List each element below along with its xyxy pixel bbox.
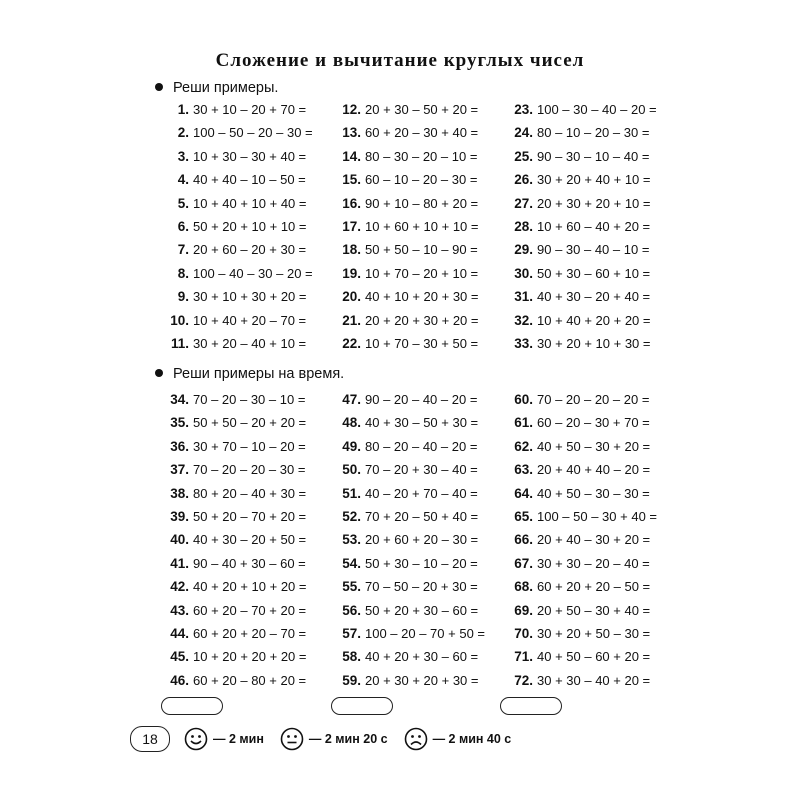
example-expression: 90 – 30 – 10 – 40 = [537, 148, 650, 164]
example-number: 67. [514, 555, 533, 571]
example-item [332, 285, 504, 308]
time-box-1[interactable] [161, 697, 223, 715]
example-number: 22. [342, 335, 361, 351]
example-item [160, 505, 332, 528]
example-expression: 20 + 60 + 20 – 30 = [365, 532, 479, 548]
example-number: 6. [177, 218, 189, 234]
example-item [332, 528, 504, 551]
example-item [160, 599, 332, 622]
example-expression: 60 + 20 + 20 – 50 = [537, 579, 651, 595]
example-item [332, 168, 504, 191]
example-item [160, 458, 332, 481]
example-item [332, 332, 504, 355]
example-number: 38. [170, 485, 189, 501]
example-number: 3. [177, 148, 189, 164]
example-expression: 20 + 20 + 30 + 20 = [365, 312, 479, 328]
example-number: 35. [170, 415, 189, 431]
smiley-face-icon [184, 727, 208, 751]
example-number: 64. [514, 485, 533, 501]
example-number: 39. [170, 508, 189, 524]
example-item [504, 285, 676, 308]
example-expression: 50 + 50 – 20 + 20 = [193, 415, 307, 431]
example-item [332, 645, 504, 668]
example-item [504, 669, 676, 692]
example-item [504, 98, 676, 121]
example-number: 19. [342, 265, 361, 281]
example-number: 14. [342, 148, 361, 164]
example-number: 15. [342, 172, 361, 188]
example-item [160, 262, 332, 285]
example-number: 56. [342, 602, 361, 618]
example-expression: 40 + 30 – 50 + 30 = [365, 415, 479, 431]
example-number: 54. [342, 555, 361, 571]
example-number: 28. [514, 218, 533, 234]
time-box-3[interactable] [500, 697, 562, 715]
example-expression: 60 + 20 + 20 – 70 = [193, 625, 307, 641]
example-number: 25. [514, 148, 533, 164]
example-item [332, 575, 504, 598]
example-number: 32. [514, 312, 533, 328]
example-number: 26. [514, 172, 533, 188]
example-expression: 40 + 50 – 30 – 30 = [537, 485, 650, 501]
example-number: 29. [514, 242, 533, 258]
example-expression: 10 + 70 – 20 + 10 = [365, 265, 479, 281]
example-item [160, 435, 332, 458]
sad-face-icon [404, 727, 428, 751]
example-expression: 30 + 20 + 40 + 10 = [537, 172, 651, 188]
example-expression: 40 + 20 + 30 – 60 = [365, 649, 479, 665]
example-number: 16. [342, 195, 361, 211]
example-expression: 10 + 60 – 40 + 20 = [537, 218, 651, 234]
example-item [504, 622, 676, 645]
example-number: 62. [514, 438, 533, 454]
example-expression: 70 + 20 – 50 + 40 = [365, 508, 479, 524]
example-number: 11. [170, 335, 189, 351]
example-item [332, 458, 504, 481]
example-number: 36. [170, 438, 189, 454]
instruction-1 [155, 78, 278, 98]
example-expression: 80 – 20 – 40 – 20 = [365, 438, 478, 454]
example-item [160, 552, 332, 575]
example-expression: 20 + 30 + 20 + 10 = [537, 195, 651, 211]
example-expression: 30 + 30 – 20 – 40 = [537, 555, 650, 571]
example-expression: 90 – 20 – 40 – 20 = [365, 392, 478, 407]
example-item [332, 669, 504, 692]
example-item [504, 215, 676, 238]
example-item [504, 528, 676, 551]
example-number: 30. [514, 265, 533, 281]
example-expression: 90 – 30 – 40 – 10 = [537, 242, 650, 258]
example-expression: 40 + 30 – 20 + 40 = [537, 289, 651, 305]
example-item [332, 309, 504, 332]
example-number: 60. [514, 392, 533, 407]
example-expression: 80 – 10 – 20 – 30 = [537, 125, 650, 141]
example-number: 51. [342, 485, 361, 501]
example-expression: 70 – 20 – 20 – 30 = [193, 462, 306, 478]
example-item [160, 528, 332, 551]
example-expression: 100 – 50 – 30 + 40 = [537, 508, 657, 524]
example-item [332, 482, 504, 505]
example-number: 13. [342, 125, 361, 141]
example-expression: 50 + 30 – 10 – 20 = [365, 555, 478, 571]
example-number: 24. [514, 125, 533, 141]
example-expression: 10 + 70 – 30 + 50 = [365, 335, 479, 351]
example-expression: 30 + 30 – 40 + 20 = [537, 672, 651, 688]
example-item [504, 645, 676, 668]
example-expression: 20 + 40 + 40 – 20 = [537, 462, 651, 478]
example-expression: 100 – 40 – 30 – 20 = [193, 265, 313, 281]
example-number: 42. [170, 579, 189, 595]
example-item [504, 435, 676, 458]
example-number: 48. [342, 415, 361, 431]
example-expression: 20 + 30 – 50 + 20 = [365, 102, 479, 117]
example-item [504, 575, 676, 598]
example-item [332, 411, 504, 434]
example-expression: 10 + 30 – 30 + 40 = [193, 148, 307, 164]
example-item [504, 262, 676, 285]
example-number: 18. [342, 242, 361, 258]
example-number: 45. [170, 649, 189, 665]
example-number: 4. [177, 172, 189, 188]
example-expression: 70 – 20 – 20 – 20 = [537, 392, 650, 407]
example-number: 2. [177, 125, 189, 141]
bullet-icon [155, 83, 163, 91]
example-expression: 30 + 20 + 50 – 30 = [537, 625, 651, 641]
example-item [332, 622, 504, 645]
rating-label-1: — 2 мин [213, 732, 264, 746]
bullet-icon [155, 369, 163, 377]
example-number: 17. [342, 218, 361, 234]
example-expression: 50 + 30 – 60 + 10 = [537, 265, 651, 281]
example-number: 23. [514, 102, 533, 117]
example-number: 66. [514, 532, 533, 548]
example-number: 33. [514, 335, 533, 351]
example-expression: 100 – 20 – 70 + 50 = [365, 625, 485, 641]
example-expression: 30 + 10 + 30 + 20 = [193, 289, 307, 305]
example-item [504, 121, 676, 144]
example-expression: 10 + 20 + 20 + 20 = [193, 649, 307, 665]
example-number: 21. [342, 312, 361, 328]
example-number: 63. [514, 462, 533, 478]
examples-grid-2 [160, 388, 720, 692]
rating-label-2: — 2 мин 20 с [308, 732, 388, 746]
page-title: Сложение и вычитание круглых чисел [215, 50, 585, 71]
example-expression: 70 – 20 + 30 – 40 = [365, 462, 478, 478]
example-item [160, 238, 332, 261]
example-number: 68. [514, 579, 533, 595]
example-expression: 40 + 10 + 20 + 30 = [365, 289, 479, 305]
instruction-2-text: Реши примеры на время. [173, 366, 345, 382]
instruction-2 [155, 364, 344, 384]
example-number: 12. [342, 102, 361, 117]
example-number: 52. [342, 508, 361, 524]
example-number: 44. [170, 625, 189, 641]
examples-grid-1 [160, 98, 720, 355]
example-number: 49. [342, 438, 361, 454]
example-item [160, 388, 332, 411]
example-expression: 30 + 70 – 10 – 20 = [193, 438, 306, 454]
example-item [332, 145, 504, 168]
footer [130, 724, 730, 754]
example-item [332, 98, 504, 121]
example-number: 72. [514, 672, 533, 688]
example-expression: 50 + 20 – 70 + 20 = [193, 508, 307, 524]
example-item [160, 645, 332, 668]
example-number: 65. [514, 508, 533, 524]
example-item [504, 599, 676, 622]
example-item [160, 168, 332, 191]
example-item [160, 121, 332, 144]
example-number: 37. [170, 462, 189, 478]
example-number: 58. [342, 649, 361, 665]
example-item [332, 215, 504, 238]
example-number: 34. [170, 392, 189, 407]
example-number: 41. [170, 555, 189, 571]
example-item [332, 192, 504, 215]
example-expression: 80 – 30 – 20 – 10 = [365, 148, 478, 164]
example-number: 31. [514, 289, 533, 305]
example-item [504, 411, 676, 434]
example-expression: 60 – 20 – 30 + 70 = [537, 415, 650, 431]
example-item [160, 309, 332, 332]
example-expression: 60 + 20 – 70 + 20 = [193, 602, 307, 618]
example-item [504, 458, 676, 481]
example-expression: 40 + 30 – 20 + 50 = [193, 532, 307, 548]
example-item [504, 388, 676, 411]
example-expression: 100 – 30 – 40 – 20 = [537, 102, 657, 117]
example-number: 59. [342, 672, 361, 688]
example-item [160, 622, 332, 645]
example-item [160, 669, 332, 692]
example-item [504, 552, 676, 575]
example-expression: 90 – 40 + 30 – 60 = [193, 555, 306, 571]
example-expression: 40 + 50 – 30 + 20 = [537, 438, 651, 454]
example-number: 9. [177, 289, 189, 305]
example-item [160, 482, 332, 505]
example-expression: 30 + 20 – 40 + 10 = [193, 335, 307, 351]
example-item [332, 552, 504, 575]
example-expression: 20 + 60 – 20 + 30 = [193, 242, 307, 258]
example-number: 69. [514, 602, 533, 618]
example-number: 53. [342, 532, 361, 548]
example-item [332, 505, 504, 528]
example-number: 57. [342, 625, 361, 641]
example-item [160, 575, 332, 598]
time-box-2[interactable] [331, 697, 393, 715]
example-expression: 20 + 40 – 30 + 20 = [537, 532, 651, 548]
example-item [504, 332, 676, 355]
example-item [504, 145, 676, 168]
example-item [504, 505, 676, 528]
example-item [332, 599, 504, 622]
example-number: 20. [342, 289, 361, 305]
example-number: 43. [170, 602, 189, 618]
example-expression: 60 – 10 – 20 – 30 = [365, 172, 478, 188]
example-expression: 10 + 40 + 20 – 70 = [193, 312, 307, 328]
example-expression: 50 + 50 – 10 – 90 = [365, 242, 478, 258]
example-item [332, 262, 504, 285]
rating-label-3: — 2 мин 40 с [432, 732, 512, 746]
example-number: 10. [170, 312, 189, 328]
example-number: 40. [170, 532, 189, 548]
example-expression: 50 + 20 + 10 + 10 = [193, 218, 307, 234]
example-number: 5. [177, 195, 189, 211]
instruction-1-text: Реши примеры. [173, 80, 279, 96]
example-item [332, 435, 504, 458]
example-item [332, 238, 504, 261]
example-item [160, 332, 332, 355]
example-expression: 70 – 20 – 30 – 10 = [193, 392, 306, 407]
example-expression: 10 + 60 + 10 + 10 = [365, 218, 479, 234]
page-number: 18 [130, 726, 170, 752]
example-expression: 80 + 20 – 40 + 30 = [193, 485, 307, 501]
example-expression: 10 + 40 + 20 + 20 = [537, 312, 651, 328]
example-item [160, 285, 332, 308]
example-expression: 60 + 20 – 80 + 20 = [193, 672, 307, 688]
example-item [160, 411, 332, 434]
example-expression: 30 + 20 + 10 + 30 = [537, 335, 651, 351]
example-item [160, 215, 332, 238]
example-item [332, 121, 504, 144]
example-item [160, 145, 332, 168]
example-number: 7. [177, 242, 189, 258]
example-item [504, 192, 676, 215]
example-number: 50. [342, 462, 361, 478]
example-number: 55. [342, 579, 361, 595]
example-number: 27. [514, 195, 533, 211]
example-number: 71. [514, 649, 533, 665]
example-expression: 20 + 30 + 20 + 30 = [365, 672, 479, 688]
example-item [160, 192, 332, 215]
example-item [504, 238, 676, 261]
example-expression: 90 + 10 – 80 + 20 = [365, 195, 479, 211]
example-item [160, 98, 332, 121]
example-expression: 30 + 10 – 20 + 70 = [193, 102, 307, 117]
example-expression: 70 – 50 – 20 + 30 = [365, 579, 478, 595]
example-expression: 20 + 50 – 30 + 40 = [537, 602, 651, 618]
example-expression: 50 + 20 + 30 – 60 = [365, 602, 479, 618]
example-expression: 40 + 50 – 60 + 20 = [537, 649, 651, 665]
example-expression: 10 + 40 + 10 + 40 = [193, 195, 307, 211]
example-item [504, 168, 676, 191]
example-number: 8. [177, 265, 189, 281]
neutral-face-icon [280, 727, 304, 751]
example-item [504, 309, 676, 332]
example-expression: 60 + 20 – 30 + 40 = [365, 125, 479, 141]
example-number: 46. [170, 672, 189, 688]
example-expression: 40 + 40 – 10 – 50 = [193, 172, 306, 188]
example-expression: 40 + 20 + 10 + 20 = [193, 579, 307, 595]
example-item [332, 388, 504, 411]
example-number: 47. [342, 392, 361, 407]
example-expression: 40 – 20 + 70 – 40 = [365, 485, 478, 501]
example-number: 70. [514, 625, 533, 641]
example-number: 61. [514, 415, 533, 431]
example-item [504, 482, 676, 505]
example-number: 1. [177, 102, 189, 117]
example-expression: 100 – 50 – 20 – 30 = [193, 125, 313, 141]
